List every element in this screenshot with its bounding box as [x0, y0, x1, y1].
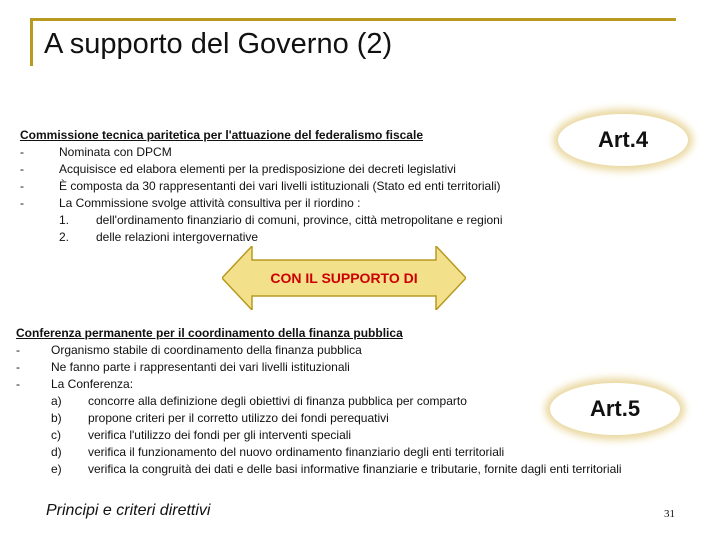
sub-item-number: 1.: [59, 213, 70, 227]
sub-item-text: verifica l'utilizzo dei fondi per gli interventi speciali: [88, 428, 352, 442]
sub-item-text: delle relazioni intergovernative: [96, 230, 259, 244]
bullet-text: Organismo stabile di coordinamento della finanza pubblica: [51, 343, 362, 357]
sub-item-text: verifica il funzionamento del nuovo ordinamento finanziario degli enti territoriali: [88, 445, 505, 459]
footer-caption: Principi e criteri direttivi: [46, 502, 211, 519]
bullet-dash: -: [20, 179, 24, 193]
commission-heading: Commissione tecnica paritetica per l'attuazione del federalismo fiscale: [20, 128, 423, 142]
list-item: [20, 161, 456, 178]
bullet-dash: -: [20, 145, 24, 159]
page-number: 31: [664, 508, 675, 520]
sub-item-letter: d): [51, 445, 62, 459]
sub-item-text: concorre alla definizione degli obiettivi di finanza pubblica per comparto: [88, 394, 467, 408]
sub-list-item: [20, 229, 423, 246]
bullet-dash: -: [16, 377, 20, 391]
bullet-dash: -: [20, 162, 24, 176]
sub-list-item: [16, 410, 403, 427]
title-frame-left-rule: [30, 18, 33, 66]
sub-list-item: [16, 444, 505, 461]
sub-item-letter: e): [51, 462, 62, 476]
arrow-label: CON IL SUPPORTO DI: [270, 270, 418, 286]
art5-badge: Art.5: [550, 383, 680, 435]
sub-item-number: 2.: [59, 230, 70, 244]
bullet-text: Ne fanno parte i rappresentanti dei vari livelli istituzionali: [51, 360, 350, 374]
sub-list-item: [16, 461, 622, 478]
sub-item-text: propone criteri per il corretto utilizzo dei fondi perequativi: [88, 411, 389, 425]
bullet-dash: -: [16, 343, 20, 357]
bullet-text: Nominata con DPCM: [59, 145, 172, 159]
list-item: [16, 359, 403, 376]
sub-item-letter: a): [51, 394, 62, 408]
list-item: [16, 342, 403, 359]
sub-list-item: [20, 212, 503, 229]
art4-badge: Art.4: [558, 114, 688, 166]
bullet-dash: -: [20, 196, 24, 210]
sub-list-item: [16, 427, 403, 444]
sub-item-letter: b): [51, 411, 62, 425]
bullet-text: È composta da 30 rappresentanti dei vari livelli istituzionali (Stato ed enti territoriali): [59, 179, 501, 193]
slide-title: A supporto del Governo (2): [44, 28, 393, 60]
bullet-dash: -: [16, 360, 20, 374]
sub-item-text: dell'ordinamento finanziario di comuni, province, città metropolitane e regioni: [96, 213, 503, 227]
bullet-text: La Commissione svolge attività consultiva per il riordino :: [59, 196, 361, 210]
commission-section: [20, 127, 503, 246]
arrow-label-wrap: [222, 246, 466, 310]
list-item: [20, 178, 501, 195]
title-frame-top-rule: [30, 18, 676, 21]
sub-list-item: [16, 393, 467, 410]
list-item: [16, 376, 403, 393]
bullet-text: La Conferenza:: [51, 377, 134, 391]
bullet-text: Acquisisce ed elabora elementi per la predisposizione dei decreti legislativi: [59, 162, 456, 176]
sub-item-text: verifica la congruità dei dati e delle basi informative finanziarie e tributarie, fornite dagli enti territoriali: [88, 462, 622, 476]
list-item: [20, 144, 423, 161]
sub-item-letter: c): [51, 428, 61, 442]
list-item: [20, 195, 423, 212]
conference-heading: Conferenza permanente per il coordinamento della finanza pubblica: [16, 326, 403, 340]
